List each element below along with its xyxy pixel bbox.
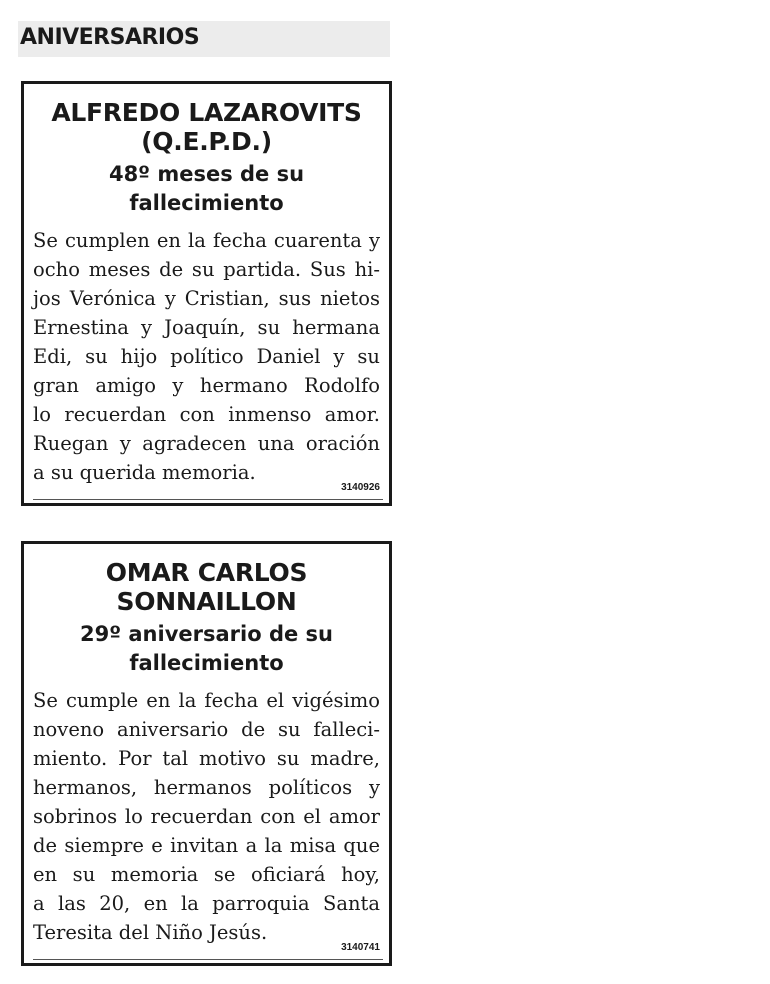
divider <box>33 959 383 960</box>
body-line: Ernestina y Joaquín, su hermana <box>33 316 380 339</box>
notice-body <box>33 686 380 947</box>
body-line: noveno aniversario de su falleci- <box>33 718 380 741</box>
notice-box <box>21 541 392 966</box>
body-line: ocho meses de su partida. Sus hi- <box>33 258 380 281</box>
body-line: Ruegan y agradecen una oración <box>33 432 380 455</box>
notice-name <box>24 98 389 156</box>
body-line: sobrinos lo recuerdan con el amor <box>33 805 380 828</box>
notice-name <box>24 558 389 616</box>
name-line: ALFREDO LAZAROVITS <box>51 98 362 127</box>
body-line: gran amigo y hermano Rodolfo <box>33 374 380 397</box>
notice-box <box>21 81 392 506</box>
notice-code: 3140926 <box>341 482 380 493</box>
notice-subtitle <box>24 160 389 218</box>
notice-subtitle <box>24 620 389 678</box>
subtitle-line: fallecimiento <box>129 191 284 215</box>
subtitle-line: 29º aniversario de su <box>80 622 333 646</box>
body-line: jos Verónica y Cristian, sus nietos <box>33 287 380 310</box>
body-line: Teresita del Niño Jesús. <box>33 921 268 944</box>
name-line: SONNAILLON <box>116 587 297 616</box>
body-line: a su querida memoria. <box>33 461 256 484</box>
name-line: (Q.E.P.D.) <box>141 127 272 156</box>
notice-code: 3140741 <box>341 942 380 953</box>
body-line: a las 20, en la parroquia Santa <box>33 892 380 915</box>
name-line: OMAR CARLOS <box>105 558 308 587</box>
section-title: ANIVERSARIOS <box>20 25 200 50</box>
body-line: miento. Por tal motivo su madre, <box>33 747 380 770</box>
divider <box>33 499 383 500</box>
section-header <box>18 21 390 57</box>
body-line: de siempre e invitan a la misa que <box>33 834 380 857</box>
subtitle-line: fallecimiento <box>129 651 284 675</box>
body-line: Se cumplen en la fecha cuarenta y <box>33 229 380 252</box>
subtitle-line: 48º meses de su <box>108 162 305 186</box>
notice-body <box>33 226 380 487</box>
body-line: lo recuerdan con inmenso amor. <box>33 403 380 426</box>
body-line: en su memoria se oficiará hoy, <box>33 863 380 886</box>
body-line: Se cumple en la fecha el vigésimo <box>33 689 380 712</box>
body-line: hermanos, hermanos políticos y <box>33 776 380 799</box>
body-line: Edi, su hijo político Daniel y su <box>33 345 380 368</box>
